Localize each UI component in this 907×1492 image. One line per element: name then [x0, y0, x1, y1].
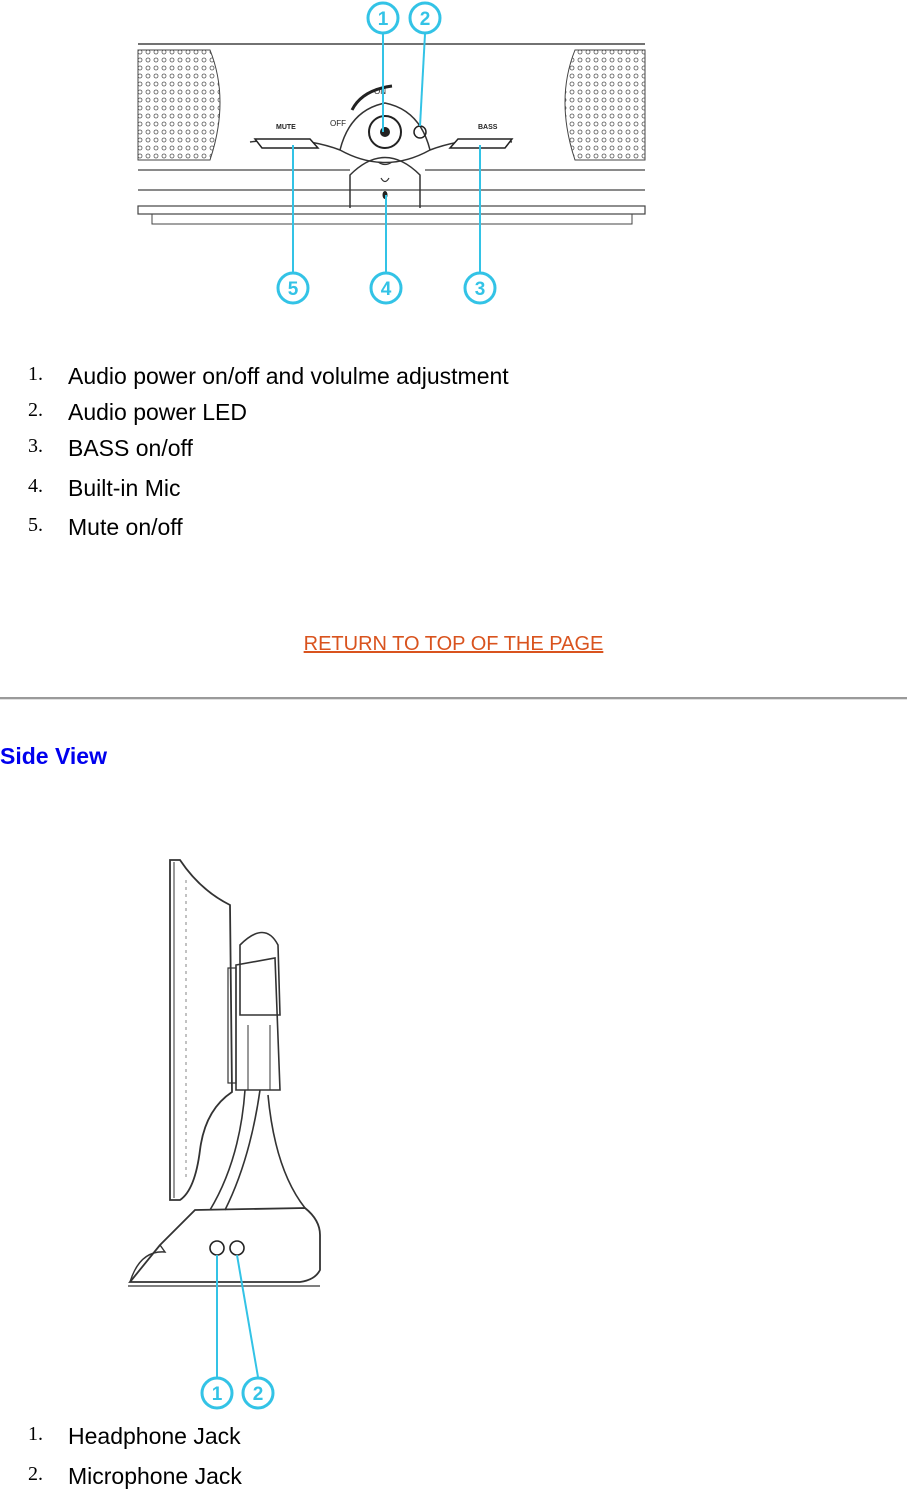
- callout-1: [368, 3, 398, 33]
- svg-text:3: 3: [474, 279, 486, 300]
- callout-2: [410, 3, 440, 33]
- svg-text:5: 5: [287, 279, 299, 300]
- side-view-diagram: [100, 850, 360, 1415]
- callout-3: [465, 273, 495, 303]
- callout-2: [243, 1378, 273, 1408]
- section-divider: [0, 697, 907, 700]
- side-view-heading: Side View: [0, 743, 107, 769]
- on-label: ON: [374, 87, 386, 96]
- svg-text:1: 1: [211, 1384, 223, 1405]
- bass-label: BASS: [478, 124, 498, 131]
- return-to-top-link[interactable]: RETURN TO TOP OF THE PAGE: [303, 633, 604, 655]
- mute-label: MUTE: [276, 124, 296, 131]
- callout-4: [371, 273, 401, 303]
- monitor-bezel: [170, 860, 232, 1200]
- left-speaker-grille: [138, 50, 220, 160]
- svg-text:1: 1: [377, 9, 389, 30]
- svg-text:2: 2: [252, 1384, 264, 1405]
- headphone-jack: [210, 1241, 224, 1255]
- svg-text:2: 2: [419, 9, 431, 30]
- off-label: OFF: [330, 119, 346, 128]
- callout-5: [278, 273, 308, 303]
- front-view-diagram: [0, 0, 907, 320]
- callout-1: [202, 1378, 232, 1408]
- right-speaker-grille: [565, 50, 645, 160]
- svg-text:4: 4: [380, 279, 392, 300]
- microphone-jack: [230, 1241, 244, 1255]
- mute-button: [255, 139, 318, 148]
- stand-base: [130, 1208, 320, 1282]
